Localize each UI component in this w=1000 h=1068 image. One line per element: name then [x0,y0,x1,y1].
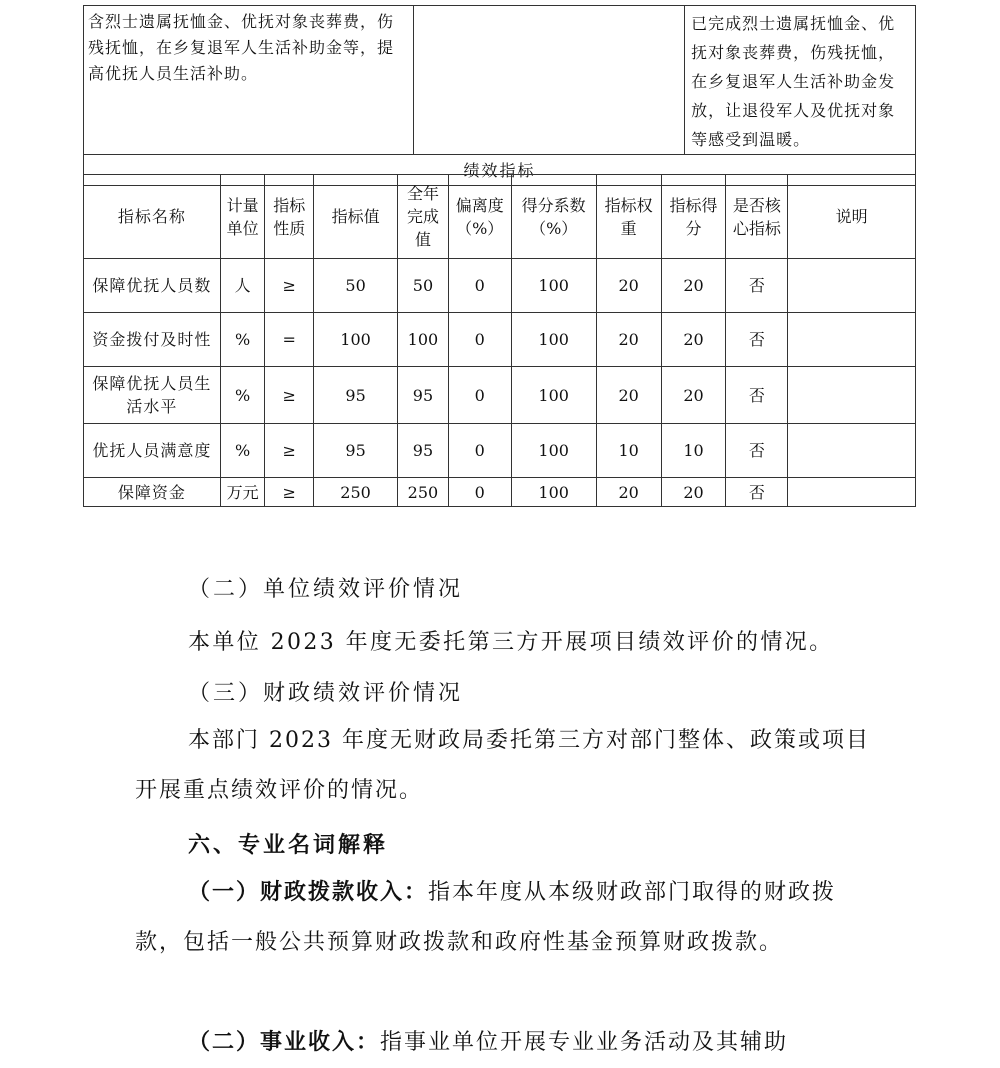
term-1-label: （一）财政拨款收入： [188,880,429,905]
indicator-table [83,174,916,507]
top-description-row [84,6,916,155]
header-done: 全年 完成 值 [398,175,449,259]
row-target: 95 [314,424,398,478]
row-unit: % [220,313,265,367]
header-unit: 计量 单位 [220,175,265,259]
row-nature: ≥ [265,367,314,424]
row-done: 100 [398,313,449,367]
right-description-cell: 已完成烈士遗属抚恤金、优抚对象丧葬费，伤残抚恤，在乡复退军人生活补助金发放，让退役军人及优抚对象等感受到温暖。 [685,6,916,155]
row-name: 保障资金 [84,478,221,507]
row-coefficient: 100 [511,367,596,424]
row-target: 250 [314,478,398,507]
header-name: 指标名称 [84,175,221,259]
header-target: 指标值 [314,175,398,259]
row-done: 95 [398,424,449,478]
row-note [788,424,916,478]
row-unit: % [220,424,265,478]
table-row [84,313,916,367]
performance-table [83,5,916,186]
row-deviation: 0 [448,424,511,478]
row-nature: ≥ [265,424,314,478]
row-core: 否 [726,478,788,507]
row-score: 10 [661,424,726,478]
table-row [84,424,916,478]
row-score: 20 [661,259,726,313]
row-done: 50 [398,259,449,313]
row-unit: 万元 [220,478,265,507]
row-deviation: 0 [448,313,511,367]
header-coefficient: 得分系数 （%） [511,175,596,259]
row-coefficient: 100 [511,478,596,507]
term-2-body: 指事业单位开展专业业务活动及其辅助 [380,1030,789,1055]
table-row [84,259,916,313]
row-nature: ≥ [265,478,314,507]
heading-unit-evaluation: （二）单位绩效评价情况 [188,577,464,602]
heading-terms: 六、专业名词解释 [188,833,389,858]
header-note: 说明 [788,175,916,259]
row-core: 否 [726,259,788,313]
row-done: 250 [398,478,449,507]
row-score: 20 [661,367,726,424]
row-score: 20 [661,478,726,507]
row-note [788,478,916,507]
left-description-cell: 含烈士遗属抚恤金、优抚对象丧葬费，伤残抚恤，在乡复退军人生活补助金等，提高优抚人员生活补助。 [84,6,414,155]
section-title: 绩效指标 [84,155,916,186]
row-name: 保障优抚人员生 活水平 [84,367,221,424]
row-note [788,313,916,367]
table-row [84,367,916,424]
row-deviation: 0 [448,367,511,424]
row-deviation: 0 [448,478,511,507]
row-core: 否 [726,424,788,478]
row-note [788,259,916,313]
row-target: 50 [314,259,398,313]
paragraph-finance-evaluation: 本部门 2023 年度无财政局委托第三方对部门整体、政策或项目开展重点绩效评价的情况。 [135,728,870,803]
row-note [788,367,916,424]
row-core: 否 [726,367,788,424]
header-core: 是否核 心指标 [726,175,788,259]
row-target: 100 [314,313,398,367]
header-score: 指标得 分 [661,175,726,259]
row-name: 保障优抚人员数 [84,259,221,313]
row-coefficient: 100 [511,424,596,478]
term-2-label: （二）事业收入： [188,1030,381,1055]
paragraph-term-1 [135,868,880,968]
row-unit: % [220,367,265,424]
row-deviation: 0 [448,259,511,313]
row-weight: 10 [596,424,661,478]
row-weight: 20 [596,259,661,313]
header-weight: 指标权 重 [596,175,661,259]
row-coefficient: 100 [511,313,596,367]
paragraph-unit-evaluation: 本单位 2023 年度无委托第三方开展项目绩效评价的情况。 [188,630,834,655]
middle-empty-cell [414,6,685,155]
row-name: 优抚人员满意度 [84,424,221,478]
row-weight: 20 [596,367,661,424]
header-deviation: 偏离度 （%） [448,175,511,259]
row-name: 资金拨付及时性 [84,313,221,367]
row-core: 否 [726,313,788,367]
table-row [84,478,916,507]
header-row [84,175,916,259]
heading-finance-evaluation: （三）财政绩效评价情况 [188,681,464,706]
row-done: 95 [398,367,449,424]
row-weight: 20 [596,313,661,367]
row-target: 95 [314,367,398,424]
row-nature: ≥ [265,259,314,313]
row-nature: = [265,313,314,367]
term-1-body: 指本年度从本级财政部门取得的财政拨款，包括一般公共预算财政拨款和政府性基金预算财政拨款。 [135,880,837,955]
row-coefficient: 100 [511,259,596,313]
paragraph-term-2 [135,1018,880,1068]
row-unit: 人 [220,259,265,313]
row-score: 20 [661,313,726,367]
row-weight: 20 [596,478,661,507]
header-nature: 指标 性质 [265,175,314,259]
